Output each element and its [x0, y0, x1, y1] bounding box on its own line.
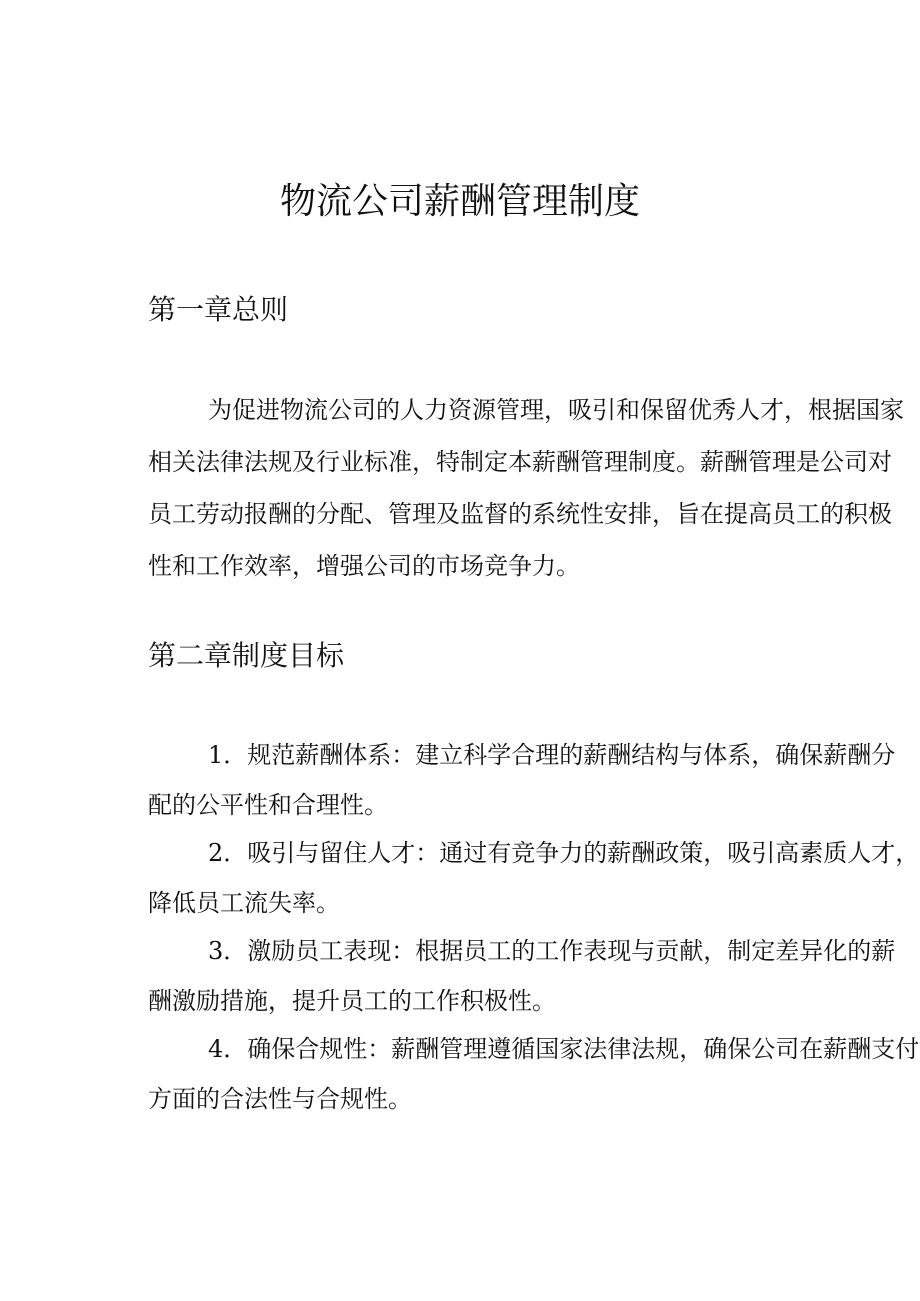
paragraph-line: 相关法律法规及行业标准，特制定本薪酬管理制度。薪酬管理是公司对 — [148, 448, 892, 476]
chapter-2-heading: 第二章制度目标 — [148, 639, 345, 672]
paragraph-line: 员工劳动报酬的分配、管理及监督的系统性安排，旨在提高员工的积极 — [148, 500, 892, 528]
chapter-1-heading: 第一章总则 — [148, 293, 289, 326]
list-item-line: 降低员工流失率。 — [148, 889, 340, 917]
list-item-line: 4．确保合规性：薪酬管理遵循国家法律法规，确保公司在薪酬支付 — [208, 1035, 920, 1063]
paragraph-line: 性和工作效率，增强公司的市场竞争力。 — [148, 552, 580, 580]
paragraph-line: 为促进物流公司的人力资源管理，吸引和保留优秀人才，根据国家 — [208, 396, 904, 424]
document-title: 物流公司薪酬管理制度 — [279, 181, 640, 222]
list-item-line: 酬激励措施，提升员工的工作积极性。 — [148, 987, 556, 1015]
list-item-line: 配的公平性和合理性。 — [148, 791, 388, 819]
goal-item-3 — [148, 926, 896, 1026]
list-item-line: 3．激励员工表现：根据员工的工作表现与贡献，制定差异化的薪 — [208, 937, 896, 965]
goal-item-2 — [148, 828, 920, 928]
list-item-line: 方面的合法性与合规性。 — [148, 1085, 412, 1113]
goal-item-4 — [148, 1024, 920, 1124]
goal-item-1 — [148, 730, 896, 830]
list-item-line: 2．吸引与留住人才：通过有竞争力的薪酬政策，吸引高素质人才， — [208, 839, 920, 867]
list-item-line: 1．规范薪酬体系：建立科学合理的薪酬结构与体系，确保薪酬分 — [208, 741, 896, 769]
chapter-1-paragraph — [148, 384, 904, 592]
